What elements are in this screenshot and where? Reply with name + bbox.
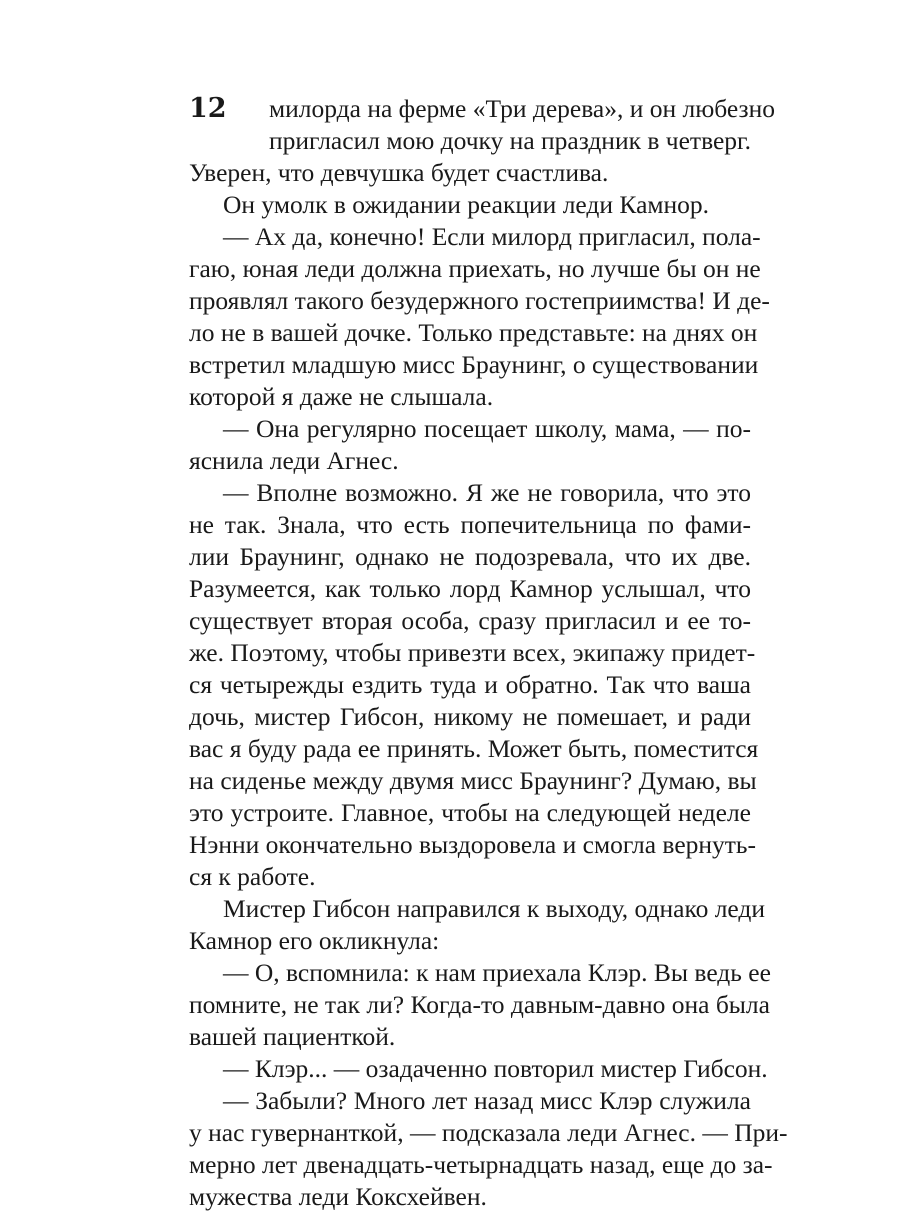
text-line: дочь, мистер Гибсон, никому не помешает, и ради [189, 702, 751, 731]
text-line: не так. Знала, что есть попечительница по фами- [189, 510, 751, 539]
text-line: Уверен, что девчушка будет счастлива. [189, 158, 609, 187]
text-line: вашей пациенткой. [189, 1022, 396, 1051]
text-line: ся к работе. [189, 862, 316, 891]
page-number: 12 [189, 93, 227, 124]
text-line: гаю, юная леди должна приехать, но лучше бы он не [189, 254, 761, 283]
text-line: мужества леди Коксхейвен. [189, 1182, 487, 1211]
text-line: — Вполне возможно. Я же не говорила, что это [223, 478, 751, 507]
text-line: помните, не так ли? Когда-то давным-давно она была [189, 990, 770, 1019]
text-line: Он умолк в ожидании реакции леди Камнор. [223, 190, 710, 219]
text-line: ся четырежды ездить туда и обратно. Так что ваша [189, 670, 751, 699]
text-line: — Ах да, конечно! Если милорд пригласил, пола- [223, 222, 761, 251]
text-line: же. Поэтому, чтобы привезти всех, экипажу придет- [189, 638, 756, 667]
text-line: ло не в вашей дочке. Только представьте: на днях он [189, 318, 758, 347]
text-line: — Она регулярно посещает школу, мама, — по- [223, 414, 751, 443]
text-line: мерно лет двенадцать-четырнадцать назад, еще до за- [189, 1150, 773, 1179]
text-line: милорда на ферме «Три дерева», и он любезно [269, 94, 776, 123]
text-line: у нас гувернанткой, — подсказала леди Агнес. — При- [189, 1118, 788, 1147]
text-line: это устроите. Главное, чтобы на следующей неделе [189, 798, 751, 827]
text-line: Разумеется, как только лорд Камнор услышал, что [189, 574, 751, 603]
text-line: существует вторая особа, сразу пригласил и ее то- [189, 606, 751, 635]
text-line: лии Браунинг, однако не подозревала, что их две. [189, 542, 751, 571]
text-line: Камнор его окликнула: [189, 926, 440, 955]
text-line: на сиденье между двумя мисс Браунинг? Думаю, вы [189, 766, 757, 795]
text-line: Мистер Гибсон направился к выходу, однако леди [223, 894, 766, 923]
text-line: — Клэр... — озадаченно повторил мистер Гибсон. [223, 1054, 768, 1083]
text-line: — Забыли? Много лет назад мисс Клэр служила [223, 1086, 751, 1115]
text-line: яснила леди Агнес. [189, 446, 399, 475]
text-line: проявлял такого безудержного гостеприимства! И де- [189, 286, 770, 315]
text-line: Нэнни окончательно выздоровела и смогла вернуть- [189, 830, 757, 859]
text-line: встретил младшую мисс Браунинг, о существовании [189, 350, 759, 379]
text-line: — О, вспомнила: к нам приехала Клэр. Вы ведь ее [223, 958, 771, 987]
text-line: вас я буду рада ее принять. Может быть, поместится [189, 734, 759, 763]
text-line: пригласил мою дочку на праздник в четверг. [269, 126, 751, 155]
text-line: которой я даже не слышала. [189, 382, 494, 411]
